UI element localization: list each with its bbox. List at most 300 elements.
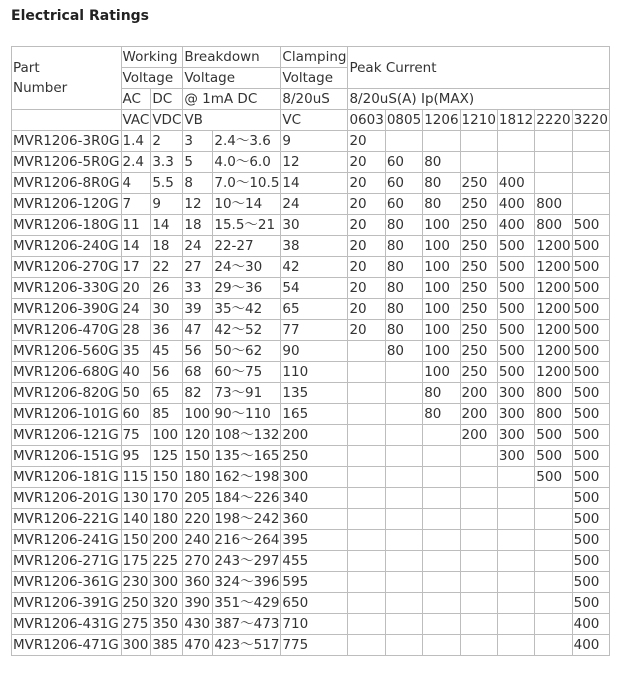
cell-vc: 9 bbox=[281, 131, 348, 152]
cell-part-number: MVR1206-470G bbox=[12, 320, 122, 341]
cell-ip-0603: 20 bbox=[348, 278, 385, 299]
cell-ip-1210 bbox=[460, 635, 497, 656]
cell-ip-1812: 300 bbox=[497, 404, 534, 425]
header-clamping-cond: 8/20uS bbox=[281, 89, 348, 110]
cell-ip-2220: 800 bbox=[535, 194, 572, 215]
cell-vdc: 2 bbox=[151, 131, 183, 152]
cell-ip-3220 bbox=[572, 194, 609, 215]
cell-ip-3220: 500 bbox=[572, 404, 609, 425]
cell-ip-0805: 80 bbox=[385, 341, 422, 362]
cell-ip-1206 bbox=[423, 551, 460, 572]
cell-vc: 14 bbox=[281, 173, 348, 194]
cell-vac: 35 bbox=[121, 341, 151, 362]
cell-ip-2220: 800 bbox=[535, 404, 572, 425]
cell-vdc: 9 bbox=[151, 194, 183, 215]
cell-ip-2220: 1200 bbox=[535, 257, 572, 278]
header-working-voltage-2: Voltage bbox=[121, 68, 183, 89]
cell-ip-1812: 500 bbox=[497, 320, 534, 341]
cell-ip-2220: 1200 bbox=[535, 362, 572, 383]
cell-breakdown-range: 184～226 bbox=[213, 488, 281, 509]
cell-vdc: 100 bbox=[151, 425, 183, 446]
header-vb: VB bbox=[183, 110, 281, 131]
cell-ip-3220 bbox=[572, 131, 609, 152]
cell-ip-1206: 100 bbox=[423, 299, 460, 320]
cell-ip-1812: 500 bbox=[497, 278, 534, 299]
cell-part-number: MVR1206-431G bbox=[12, 614, 122, 635]
cell-breakdown-range: 423～517 bbox=[213, 635, 281, 656]
table-row bbox=[12, 341, 610, 362]
cell-breakdown-range: 2.4～3.6 bbox=[213, 131, 281, 152]
cell-vdc: 5.5 bbox=[151, 173, 183, 194]
cell-ip-1206 bbox=[423, 488, 460, 509]
header-size-0603: 0603 bbox=[348, 110, 385, 131]
cell-breakdown-range: 324～396 bbox=[213, 572, 281, 593]
cell-part-number: MVR1206-101G bbox=[12, 404, 122, 425]
cell-vc: 340 bbox=[281, 488, 348, 509]
cell-ip-0603 bbox=[348, 572, 385, 593]
cell-ip-0603 bbox=[348, 593, 385, 614]
cell-ip-0603 bbox=[348, 383, 385, 404]
cell-breakdown-range: 198～242 bbox=[213, 509, 281, 530]
cell-ip-2220: 1200 bbox=[535, 278, 572, 299]
cell-ip-3220: 500 bbox=[572, 593, 609, 614]
cell-ip-0805: 80 bbox=[385, 236, 422, 257]
cell-vdc: 18 bbox=[151, 236, 183, 257]
cell-ip-0603 bbox=[348, 446, 385, 467]
cell-vac: 20 bbox=[121, 278, 151, 299]
cell-vb: 270 bbox=[183, 551, 213, 572]
table-row bbox=[12, 215, 610, 236]
cell-ip-0603 bbox=[348, 362, 385, 383]
cell-breakdown-range: 24～30 bbox=[213, 257, 281, 278]
cell-ip-1210: 250 bbox=[460, 299, 497, 320]
cell-ip-0603 bbox=[348, 404, 385, 425]
cell-breakdown-range: 216～264 bbox=[213, 530, 281, 551]
cell-ip-0805 bbox=[385, 593, 422, 614]
cell-part-number: MVR1206-680G bbox=[12, 362, 122, 383]
cell-ip-0805 bbox=[385, 425, 422, 446]
cell-breakdown-range: 90～110 bbox=[213, 404, 281, 425]
cell-ip-1210 bbox=[460, 572, 497, 593]
cell-ip-0603 bbox=[348, 467, 385, 488]
cell-vc: 775 bbox=[281, 635, 348, 656]
cell-vc: 595 bbox=[281, 572, 348, 593]
cell-vdc: 320 bbox=[151, 593, 183, 614]
header-breakdown-cond: @ 1mA DC bbox=[183, 89, 281, 110]
cell-part-number: MVR1206-151G bbox=[12, 446, 122, 467]
cell-vb: 47 bbox=[183, 320, 213, 341]
table-row bbox=[12, 488, 610, 509]
cell-vb: 3 bbox=[183, 131, 213, 152]
cell-part-number: MVR1206-560G bbox=[12, 341, 122, 362]
cell-vdc: 150 bbox=[151, 467, 183, 488]
cell-ip-3220 bbox=[572, 152, 609, 173]
cell-ip-0805: 80 bbox=[385, 257, 422, 278]
cell-ip-1206: 80 bbox=[423, 404, 460, 425]
cell-ip-0805 bbox=[385, 467, 422, 488]
table-row bbox=[12, 383, 610, 404]
table-row bbox=[12, 236, 610, 257]
cell-ip-0603 bbox=[348, 635, 385, 656]
cell-ip-1812: 500 bbox=[497, 341, 534, 362]
cell-ip-1812: 500 bbox=[497, 299, 534, 320]
cell-vc: 12 bbox=[281, 152, 348, 173]
cell-ip-2220: 800 bbox=[535, 215, 572, 236]
cell-vdc: 22 bbox=[151, 257, 183, 278]
table-row bbox=[12, 593, 610, 614]
cell-vc: 42 bbox=[281, 257, 348, 278]
cell-vc: 24 bbox=[281, 194, 348, 215]
table-row bbox=[12, 362, 610, 383]
cell-ip-3220: 500 bbox=[572, 425, 609, 446]
cell-ip-3220: 500 bbox=[572, 509, 609, 530]
cell-ip-1812: 400 bbox=[497, 215, 534, 236]
cell-ip-1210: 250 bbox=[460, 278, 497, 299]
cell-vdc: 85 bbox=[151, 404, 183, 425]
cell-ip-1812: 300 bbox=[497, 383, 534, 404]
cell-vac: 1.4 bbox=[121, 131, 151, 152]
cell-vb: 150 bbox=[183, 446, 213, 467]
cell-vb: 39 bbox=[183, 299, 213, 320]
cell-ip-0603 bbox=[348, 530, 385, 551]
cell-ip-0603: 20 bbox=[348, 215, 385, 236]
cell-vb: 240 bbox=[183, 530, 213, 551]
cell-ip-2220 bbox=[535, 551, 572, 572]
cell-ip-1210: 200 bbox=[460, 383, 497, 404]
cell-part-number: MVR1206-8R0G bbox=[12, 173, 122, 194]
cell-ip-1206: 100 bbox=[423, 278, 460, 299]
header-working-voltage: Working bbox=[121, 47, 183, 68]
cell-ip-1206 bbox=[423, 509, 460, 530]
cell-vc: 200 bbox=[281, 425, 348, 446]
cell-ip-1210 bbox=[460, 467, 497, 488]
cell-vac: 14 bbox=[121, 236, 151, 257]
cell-vb: 56 bbox=[183, 341, 213, 362]
cell-ip-1210: 250 bbox=[460, 173, 497, 194]
cell-ip-2220 bbox=[535, 509, 572, 530]
cell-breakdown-range: 351～429 bbox=[213, 593, 281, 614]
cell-vdc: 45 bbox=[151, 341, 183, 362]
cell-ip-2220: 1200 bbox=[535, 299, 572, 320]
cell-vdc: 56 bbox=[151, 362, 183, 383]
cell-vac: 17 bbox=[121, 257, 151, 278]
cell-ip-1812 bbox=[497, 551, 534, 572]
table-row bbox=[12, 173, 610, 194]
cell-vb: 470 bbox=[183, 635, 213, 656]
cell-ip-3220: 500 bbox=[572, 446, 609, 467]
cell-vdc: 170 bbox=[151, 488, 183, 509]
table-row bbox=[12, 530, 610, 551]
cell-vac: 175 bbox=[121, 551, 151, 572]
cell-ip-1812 bbox=[497, 593, 534, 614]
cell-ip-1206 bbox=[423, 593, 460, 614]
cell-ip-1210: 250 bbox=[460, 194, 497, 215]
cell-breakdown-range: 7.0～10.5 bbox=[213, 173, 281, 194]
cell-part-number: MVR1206-471G bbox=[12, 635, 122, 656]
cell-part-number: MVR1206-180G bbox=[12, 215, 122, 236]
cell-ip-2220 bbox=[535, 131, 572, 152]
cell-vc: 250 bbox=[281, 446, 348, 467]
cell-vb: 180 bbox=[183, 467, 213, 488]
table-row bbox=[12, 299, 610, 320]
cell-part-number: MVR1206-820G bbox=[12, 383, 122, 404]
header-row-4 bbox=[12, 110, 610, 131]
cell-vdc: 26 bbox=[151, 278, 183, 299]
cell-ip-0805 bbox=[385, 446, 422, 467]
cell-ip-3220: 400 bbox=[572, 635, 609, 656]
cell-ip-1210: 250 bbox=[460, 320, 497, 341]
cell-ip-3220: 500 bbox=[572, 551, 609, 572]
cell-ip-1210 bbox=[460, 530, 497, 551]
cell-vc: 300 bbox=[281, 467, 348, 488]
cell-ip-0603 bbox=[348, 509, 385, 530]
cell-ip-3220: 500 bbox=[572, 383, 609, 404]
cell-vc: 165 bbox=[281, 404, 348, 425]
cell-ip-1210: 250 bbox=[460, 341, 497, 362]
cell-ip-3220: 500 bbox=[572, 278, 609, 299]
cell-ip-0805 bbox=[385, 383, 422, 404]
cell-ip-2220 bbox=[535, 572, 572, 593]
cell-ip-0805 bbox=[385, 131, 422, 152]
cell-ip-2220: 500 bbox=[535, 425, 572, 446]
cell-ip-1812: 500 bbox=[497, 257, 534, 278]
cell-vc: 455 bbox=[281, 551, 348, 572]
cell-ip-0603: 20 bbox=[348, 257, 385, 278]
cell-vb: 68 bbox=[183, 362, 213, 383]
header-vdc: VDC bbox=[151, 110, 183, 131]
header-part-number bbox=[12, 47, 122, 110]
cell-part-number: MVR1206-330G bbox=[12, 278, 122, 299]
cell-part-number: MVR1206-201G bbox=[12, 488, 122, 509]
cell-vb: 33 bbox=[183, 278, 213, 299]
cell-ip-2220 bbox=[535, 173, 572, 194]
cell-ip-1206 bbox=[423, 467, 460, 488]
cell-ip-3220: 500 bbox=[572, 257, 609, 278]
cell-ip-1206: 100 bbox=[423, 341, 460, 362]
cell-ip-1812: 500 bbox=[497, 362, 534, 383]
cell-vac: 250 bbox=[121, 593, 151, 614]
cell-breakdown-range: 15.5～21 bbox=[213, 215, 281, 236]
cell-vc: 110 bbox=[281, 362, 348, 383]
cell-ip-1206: 100 bbox=[423, 320, 460, 341]
cell-ip-1210: 250 bbox=[460, 362, 497, 383]
cell-ip-1206: 100 bbox=[423, 257, 460, 278]
header-peak-current: Peak Current bbox=[348, 47, 610, 89]
cell-breakdown-range: 35～42 bbox=[213, 299, 281, 320]
cell-part-number: MVR1206-181G bbox=[12, 467, 122, 488]
cell-ip-3220: 500 bbox=[572, 236, 609, 257]
cell-vac: 275 bbox=[121, 614, 151, 635]
cell-vdc: 300 bbox=[151, 572, 183, 593]
cell-vac: 60 bbox=[121, 404, 151, 425]
table-row bbox=[12, 425, 610, 446]
table-row bbox=[12, 467, 610, 488]
cell-ip-1210: 200 bbox=[460, 425, 497, 446]
cell-part-number: MVR1206-271G bbox=[12, 551, 122, 572]
cell-ip-0805: 60 bbox=[385, 173, 422, 194]
cell-vdc: 65 bbox=[151, 383, 183, 404]
cell-ip-0805: 80 bbox=[385, 320, 422, 341]
cell-vc: 38 bbox=[281, 236, 348, 257]
cell-vac: 115 bbox=[121, 467, 151, 488]
header-breakdown-voltage-2: Voltage bbox=[183, 68, 281, 89]
cell-vb: 18 bbox=[183, 215, 213, 236]
cell-ip-0603 bbox=[348, 551, 385, 572]
cell-ip-1206: 80 bbox=[423, 152, 460, 173]
cell-vb: 390 bbox=[183, 593, 213, 614]
header-row-1 bbox=[12, 47, 610, 68]
table-row bbox=[12, 446, 610, 467]
table-row bbox=[12, 152, 610, 173]
header-ac: AC bbox=[121, 89, 151, 110]
cell-part-number: MVR1206-221G bbox=[12, 509, 122, 530]
cell-breakdown-range: 243～297 bbox=[213, 551, 281, 572]
header-vac: VAC bbox=[121, 110, 151, 131]
cell-ip-3220: 500 bbox=[572, 320, 609, 341]
cell-ip-1206 bbox=[423, 614, 460, 635]
cell-ip-3220: 500 bbox=[572, 530, 609, 551]
cell-ip-2220 bbox=[535, 530, 572, 551]
cell-vac: 24 bbox=[121, 299, 151, 320]
cell-vc: 65 bbox=[281, 299, 348, 320]
table-row bbox=[12, 278, 610, 299]
cell-breakdown-range: 387～473 bbox=[213, 614, 281, 635]
cell-ip-0805 bbox=[385, 551, 422, 572]
table-row bbox=[12, 509, 610, 530]
cell-vdc: 125 bbox=[151, 446, 183, 467]
cell-ip-1812: 300 bbox=[497, 425, 534, 446]
cell-part-number: MVR1206-3R0G bbox=[12, 131, 122, 152]
cell-ip-1206: 80 bbox=[423, 194, 460, 215]
header-vc: VC bbox=[281, 110, 348, 131]
cell-vac: 140 bbox=[121, 509, 151, 530]
cell-ip-2220: 500 bbox=[535, 467, 572, 488]
cell-part-number: MVR1206-240G bbox=[12, 236, 122, 257]
cell-ip-1206 bbox=[423, 572, 460, 593]
header-size-1206: 1206 bbox=[423, 110, 460, 131]
header-part-line-1: Part bbox=[13, 60, 40, 76]
cell-vc: 54 bbox=[281, 278, 348, 299]
cell-ip-0603: 20 bbox=[348, 236, 385, 257]
table-row bbox=[12, 194, 610, 215]
cell-ip-1210 bbox=[460, 131, 497, 152]
cell-ip-0603 bbox=[348, 341, 385, 362]
cell-ip-3220: 500 bbox=[572, 572, 609, 593]
cell-vb: 8 bbox=[183, 173, 213, 194]
cell-ip-0805 bbox=[385, 404, 422, 425]
cell-ip-0805 bbox=[385, 635, 422, 656]
cell-vb: 100 bbox=[183, 404, 213, 425]
cell-part-number: MVR1206-241G bbox=[12, 530, 122, 551]
cell-ip-0603: 20 bbox=[348, 194, 385, 215]
cell-breakdown-range: 42～52 bbox=[213, 320, 281, 341]
cell-breakdown-range: 10～14 bbox=[213, 194, 281, 215]
cell-ip-0603: 20 bbox=[348, 173, 385, 194]
cell-ip-3220: 500 bbox=[572, 341, 609, 362]
cell-ip-1206 bbox=[423, 635, 460, 656]
cell-vc: 77 bbox=[281, 320, 348, 341]
cell-ip-1206: 80 bbox=[423, 383, 460, 404]
cell-ip-0805: 60 bbox=[385, 194, 422, 215]
cell-part-number: MVR1206-390G bbox=[12, 299, 122, 320]
cell-breakdown-range: 108～132 bbox=[213, 425, 281, 446]
header-size-1812: 1812 bbox=[497, 110, 534, 131]
cell-breakdown-range: 60～75 bbox=[213, 362, 281, 383]
cell-vdc: 225 bbox=[151, 551, 183, 572]
table-row bbox=[12, 551, 610, 572]
cell-ip-1206: 100 bbox=[423, 236, 460, 257]
cell-ip-3220: 500 bbox=[572, 488, 609, 509]
cell-ip-0805 bbox=[385, 530, 422, 551]
cell-part-number: MVR1206-391G bbox=[12, 593, 122, 614]
cell-ip-0603: 20 bbox=[348, 131, 385, 152]
header-size-1210: 1210 bbox=[460, 110, 497, 131]
cell-ip-1206 bbox=[423, 446, 460, 467]
cell-ip-3220: 500 bbox=[572, 467, 609, 488]
cell-ip-2220: 800 bbox=[535, 383, 572, 404]
header-size-3220: 3220 bbox=[572, 110, 609, 131]
cell-vb: 120 bbox=[183, 425, 213, 446]
cell-ip-1812 bbox=[497, 509, 534, 530]
cell-vac: 28 bbox=[121, 320, 151, 341]
cell-vb: 5 bbox=[183, 152, 213, 173]
cell-vac: 40 bbox=[121, 362, 151, 383]
cell-breakdown-range: 29～36 bbox=[213, 278, 281, 299]
cell-ip-3220: 500 bbox=[572, 299, 609, 320]
header-breakdown-voltage: Breakdown bbox=[183, 47, 281, 68]
cell-vdc: 385 bbox=[151, 635, 183, 656]
cell-ip-1812 bbox=[497, 488, 534, 509]
cell-vac: 150 bbox=[121, 530, 151, 551]
cell-ip-0603 bbox=[348, 488, 385, 509]
cell-ip-0805: 60 bbox=[385, 152, 422, 173]
header-clamping-voltage-2: Voltage bbox=[281, 68, 348, 89]
cell-breakdown-range: 22-27 bbox=[213, 236, 281, 257]
cell-ip-0805 bbox=[385, 362, 422, 383]
cell-vdc: 30 bbox=[151, 299, 183, 320]
cell-vc: 650 bbox=[281, 593, 348, 614]
cell-ip-1210 bbox=[460, 509, 497, 530]
cell-part-number: MVR1206-120G bbox=[12, 194, 122, 215]
cell-part-number: MVR1206-121G bbox=[12, 425, 122, 446]
header-size-2220: 2220 bbox=[535, 110, 572, 131]
cell-ip-1210: 250 bbox=[460, 257, 497, 278]
cell-vc: 30 bbox=[281, 215, 348, 236]
cell-ip-2220: 1200 bbox=[535, 320, 572, 341]
section-title: Electrical Ratings bbox=[11, 8, 150, 24]
cell-ip-3220 bbox=[572, 173, 609, 194]
cell-ip-2220: 1200 bbox=[535, 341, 572, 362]
cell-ip-0603: 20 bbox=[348, 299, 385, 320]
cell-vac: 95 bbox=[121, 446, 151, 467]
table-row bbox=[12, 320, 610, 341]
cell-vb: 430 bbox=[183, 614, 213, 635]
header-part-line-2: Number bbox=[13, 80, 68, 96]
table-row bbox=[12, 635, 610, 656]
table-row bbox=[12, 404, 610, 425]
cell-vb: 24 bbox=[183, 236, 213, 257]
cell-ip-1210: 200 bbox=[460, 404, 497, 425]
cell-vac: 75 bbox=[121, 425, 151, 446]
cell-ip-0805 bbox=[385, 509, 422, 530]
cell-ip-1206 bbox=[423, 530, 460, 551]
cell-ip-1206: 100 bbox=[423, 362, 460, 383]
cell-ip-0805 bbox=[385, 572, 422, 593]
cell-ip-0603 bbox=[348, 425, 385, 446]
cell-ip-0603: 20 bbox=[348, 320, 385, 341]
cell-ip-1812 bbox=[497, 467, 534, 488]
cell-vb: 27 bbox=[183, 257, 213, 278]
